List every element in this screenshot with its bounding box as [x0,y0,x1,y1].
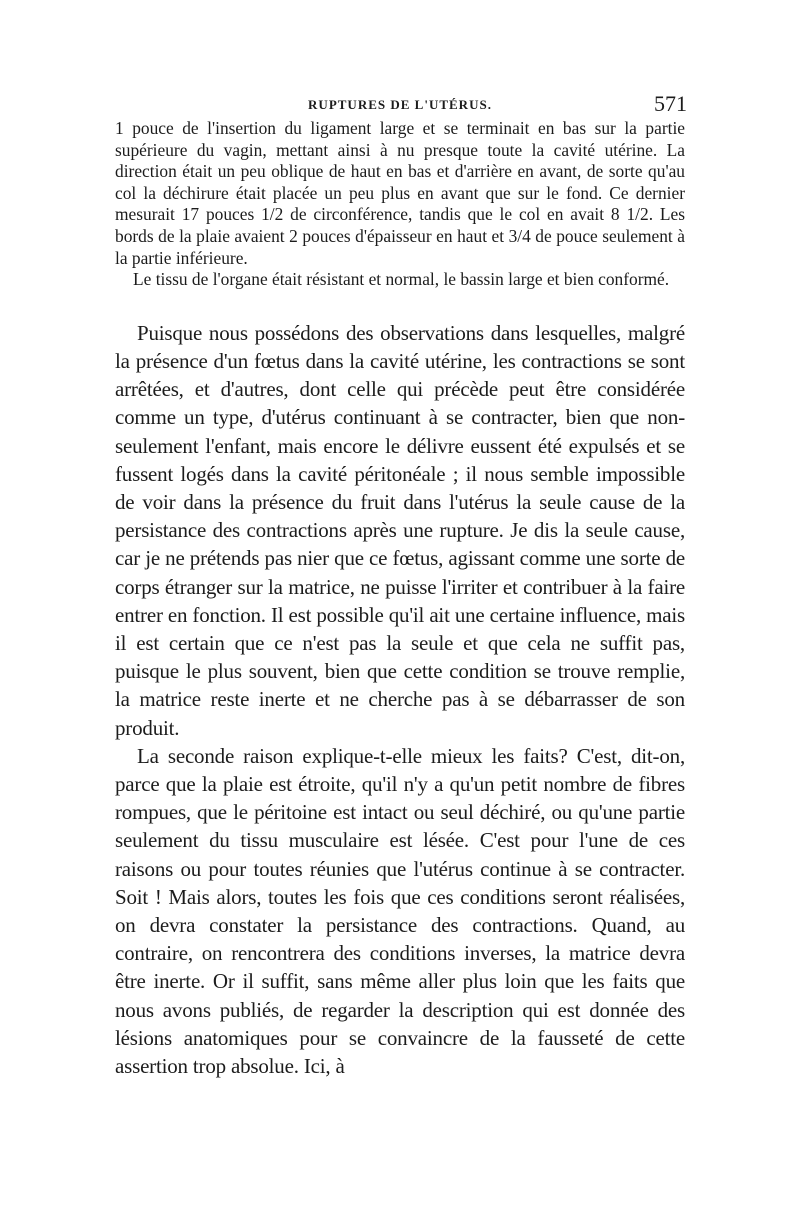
section-gap [115,291,685,319]
body-paragraph: Puisque nous possédons des observations dans lesquelles, malgré la présence d'un fœtus dans la cavité utérine, les contractions se sont arrêtées, et d'autres, dont celle qui précède peut être considérée comme un type, d'utérus continuant à se contracter, bien que non-seulement l'enfant, mais encore le délivre eussent été expulsés et se fussent logés dans la cavité péritonéale ; il nous semble impossible de voir dans la présence du fruit dans l'utérus la seule cause de la persistance des contractions après une rupture. Je dis la seule cause, car je ne prétends pas nier que ce fœtus, agissant comme une sorte de corps étranger sur la matrice, ne puisse l'irriter et contribuer à la faire entrer en fonction. Il est possible qu'il ait une certaine influence, mais il est certain que ce n'est pas la seule et que cela ne suffit pas, puisque le plus souvent, bien que cette condition se trouve remplie, la matrice reste inerte et ne cherche pas à se débarrasser de son produit. [115,320,685,740]
running-head [115,92,685,118]
page-number: 571 [654,91,687,116]
running-title: RUPTURES DE L'UTÉRUS. [308,97,492,112]
case-report-paragraph: 1 pouce de l'insertion du ligament large et se terminait en bas sur la partie supérieure du vagin, mettant ainsi à nu presque toute la cavité utérine. La direction était un peu oblique de haut en bas et d'arrière en avant, de sorte qu'au col la déchirure était placée un peu plus en avant que sur le fond. Ce dernier mesurait 17 pouces 1/2 de circonférence, tandis que le col en avait 8 1/2. Les bords de la plaie avaient 2 pouces d'épaisseur en haut et 3/4 de pouce seulement à la partie inférieure. [115,118,685,268]
case-report-paragraph: Le tissu de l'organe était résistant et normal, le bassin large et bien conformé. [133,269,670,290]
body-paragraph: La seconde raison explique-t-elle mieux les faits? C'est, dit-on, parce que la plaie est étroite, qu'il n'y a qu'un petit nombre de fibres rompues, que le péritoine est intact ou seul déchiré, ou qu'une partie seulement du tissu musculaire est lésée. C'est pour l'une de ces raisons ou pour toutes réunies que l'utérus continue à se contracter. Soit ! Mais alors, toutes les fois que ces conditions seront réalisées, on devra constater la persistance des contractions. Quand, au contraire, on rencontrera des conditions inverses, la matrice devra être inerte. Or il suffit, sans même aller plus loin que les faits que nous avons publiés, de regarder la description qui est donnée des lésions anatomiques pour se convaincre de la fausseté de cette assertion trop absolue. Ici, à [115,743,685,1079]
book-page [115,92,685,1080]
